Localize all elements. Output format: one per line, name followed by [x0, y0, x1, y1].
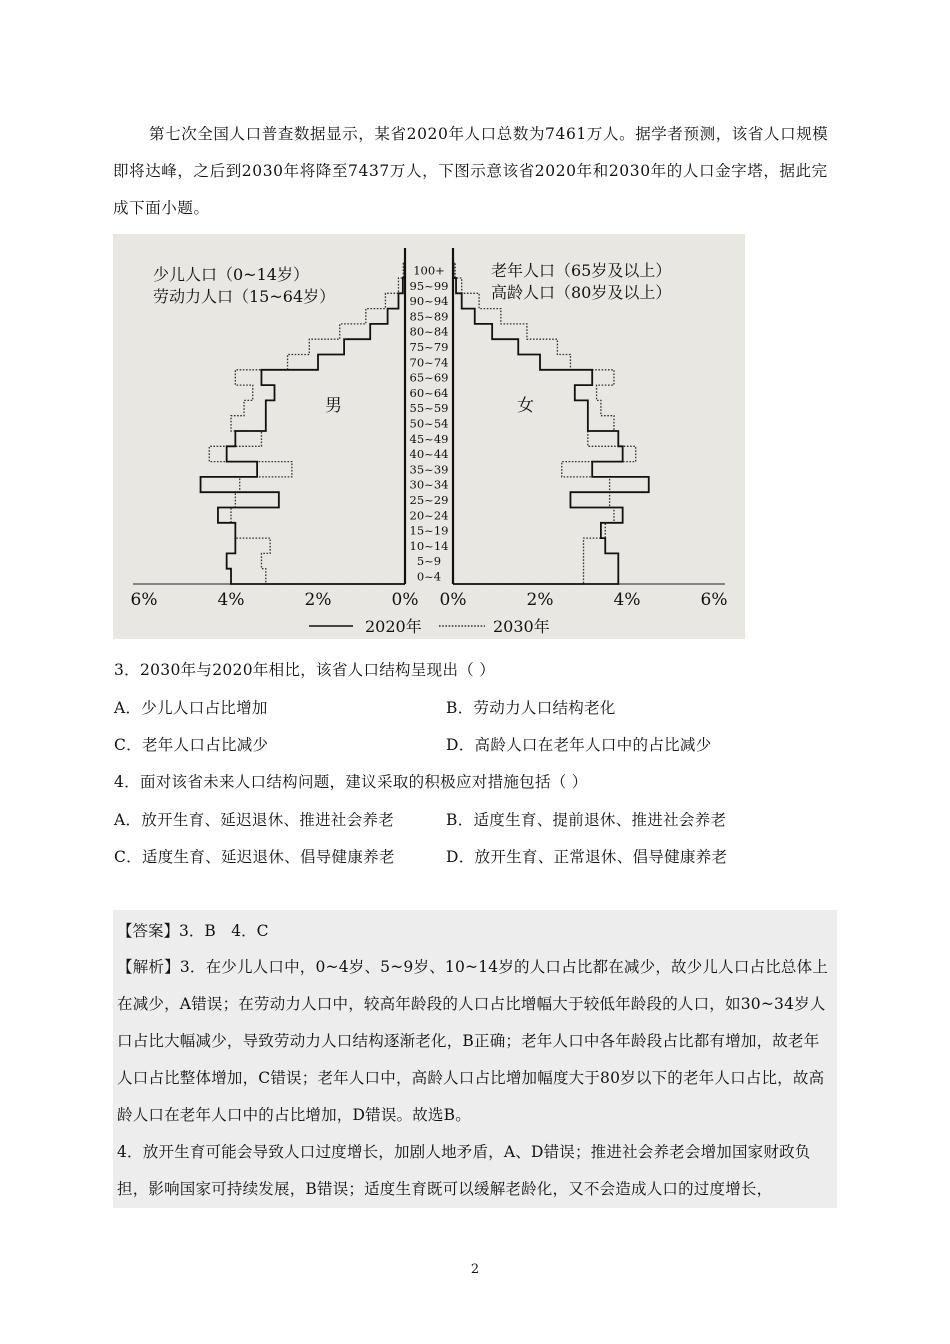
legend-left-entry: 少儿人口（0~14岁） — [153, 265, 309, 284]
population-pyramid-chart — [113, 234, 745, 639]
legend-right-entry: 高龄人口（80岁及以上） — [491, 283, 672, 302]
legend-left-entry: 劳动力人口（15~64岁） — [153, 287, 336, 306]
x-tick-label-left: 0% — [391, 590, 419, 610]
age-group-label: 5~9 — [416, 554, 442, 569]
female-2020-series — [453, 263, 649, 584]
question-4-option-b: B．适度生育、提前退休、推进社会养老 — [446, 811, 727, 829]
age-group-label: 85~89 — [409, 309, 449, 324]
analysis-paragraph-2: 4．放开生育可能会导致人口过度增长，加剧人地矛盾，A、D错误；推进社会养老会增加国家财政负担，影响国家可持续发展，B错误；适度生育既可以缓解老龄化，又不会造成人口的过度增长， — [117, 1143, 811, 1198]
age-group-label: 55~59 — [409, 401, 449, 416]
question-4-stem: 4．面对该省未来人口结构问题，建议采取的积极应对措施包括（ ） — [114, 773, 588, 791]
question-3-option-d: D．高龄人口在老年人口中的占比减少 — [446, 736, 712, 754]
age-group-label: 0~4 — [416, 569, 442, 584]
age-group-label: 30~34 — [409, 477, 449, 492]
age-group-label: 25~29 — [409, 493, 449, 507]
age-group-label: 60~64 — [409, 385, 449, 400]
x-tick-label-left: 4% — [217, 590, 245, 610]
age-group-label: 20~24 — [409, 508, 449, 523]
answer-label: 【答案】 — [117, 922, 180, 940]
female-side-label: 女 — [517, 396, 534, 416]
male-2030-series — [209, 263, 405, 584]
age-group-label: 10~14 — [409, 538, 449, 553]
analysis-text-1: 3．在少儿人口中，0~4岁、5~9岁、10~14岁的人口占比都在减少，故少儿人口占比总体上在减少，A错误；在劳动力人口中，较高年龄段的人口占比增幅大于较低年龄段的人口，如30~34岁人口占比大幅减少，导致劳动力人口结构逐渐老化，B正确；老年人口中各年龄段占比都有增加，故老年人口占比整体增加，C错误；老年人口中，高龄人口占比增加幅度大于80岁以下的老年人口占比，故高龄人口在老年人口中的占比增加，D错误。故选B。 — [117, 958, 829, 1124]
question-3-option-a: A．少儿人口占比增加 — [114, 699, 268, 717]
age-group-label: 75~79 — [409, 340, 449, 354]
answer-analysis-box — [113, 910, 837, 1208]
age-group-label: 70~74 — [409, 355, 449, 370]
age-group-label: 50~54 — [409, 416, 449, 431]
x-tick-label-left: 6% — [130, 590, 158, 610]
x-tick-label-left: 2% — [304, 590, 332, 610]
population-pyramid-figure — [113, 234, 745, 639]
analysis-paragraph-1 — [117, 949, 835, 1134]
x-tick-label-right: 6% — [700, 590, 728, 610]
question-3-option-b: B．劳动力人口结构老化 — [446, 699, 616, 717]
female-2030-series — [453, 263, 636, 584]
legend-2030-label: 2030年 — [493, 617, 550, 636]
question-4-option-d: D．放开生育、正常退休、倡导健康养老 — [446, 848, 728, 866]
age-group-label: 90~94 — [409, 294, 449, 309]
page-number: 2 — [470, 1262, 480, 1277]
age-group-label: 40~44 — [409, 447, 449, 462]
age-group-label: 35~39 — [409, 462, 449, 477]
age-group-label: 100+ — [413, 263, 445, 278]
legend-2020-label: 2020年 — [365, 617, 422, 636]
answer-line — [117, 919, 269, 941]
age-group-label: 45~49 — [409, 431, 449, 446]
question-4-option-a: A．放开生育、延迟退休、推进社会养老 — [114, 811, 395, 829]
analysis-label: 【解析】 — [117, 958, 180, 976]
x-tick-label-right: 0% — [439, 590, 467, 610]
question-3-option-c: C．老年人口占比减少 — [114, 736, 269, 754]
male-side-label: 男 — [325, 396, 342, 416]
age-group-label: 15~19 — [409, 523, 449, 538]
question-4-option-c: C．适度生育、延迟退休、倡导健康养老 — [114, 848, 395, 866]
age-group-label: 65~69 — [409, 370, 449, 385]
x-tick-label-right: 4% — [613, 590, 641, 610]
answer-text: 3．B 4．C — [179, 922, 269, 940]
age-group-label: 80~84 — [409, 324, 449, 339]
x-tick-label-right: 2% — [526, 590, 554, 610]
legend-right-entry: 老年人口（65岁及以上） — [491, 261, 672, 280]
male-2020-series — [201, 263, 405, 584]
question-3-stem: 3．2030年与2020年相比，该省人口结构呈现出（ ） — [114, 661, 496, 679]
intro-paragraph: 第七次全国人口普查数据显示，某省2020年人口总数为7461万人。据学者预测，该省人口规模即将达峰，之后到2030年将降至7437万人，下图示意该省2020年和2030年的人口金字塔，据此完成下面小题。 — [113, 125, 829, 217]
age-group-label: 95~99 — [409, 278, 449, 293]
